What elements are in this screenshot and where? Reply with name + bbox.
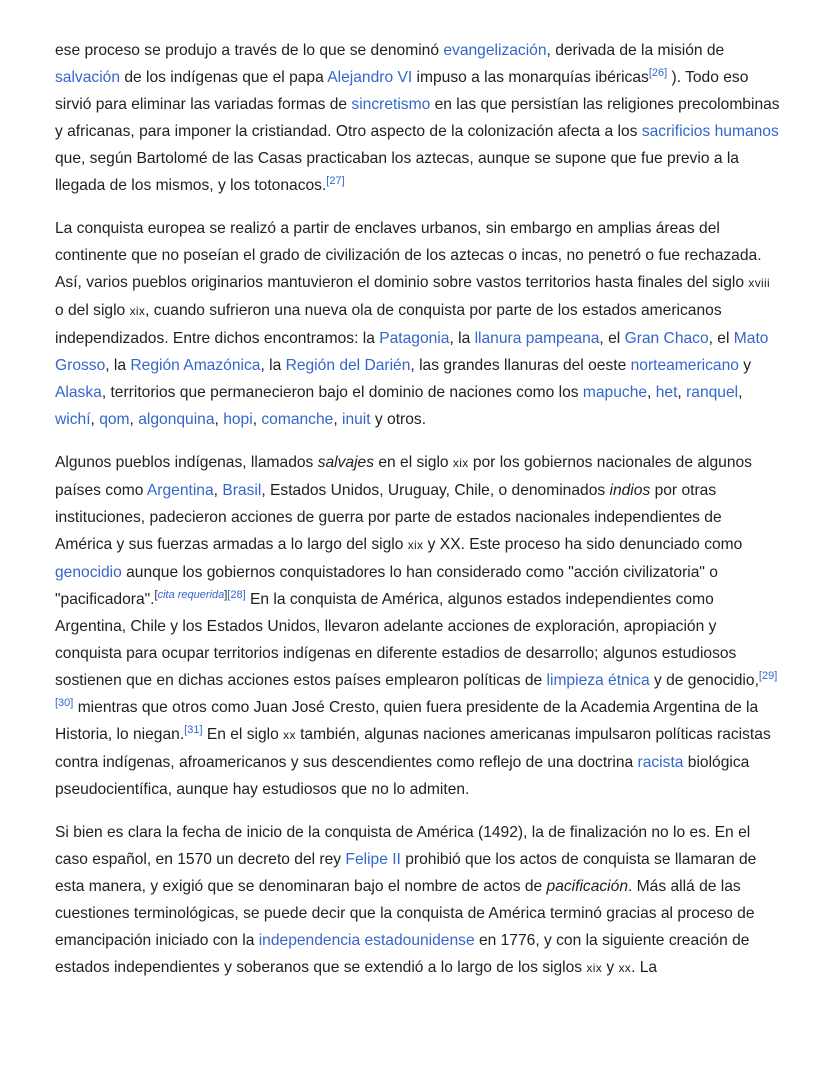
reference-30	[55, 697, 73, 709]
century-numeral: xx	[283, 728, 296, 742]
separator: ,	[129, 411, 139, 428]
century-numeral: xix	[586, 961, 602, 975]
citation-needed	[155, 589, 228, 601]
text: , Estados Unidos, Uruguay, Chile, o denominados	[261, 482, 610, 499]
text: ,	[213, 482, 223, 499]
reference-27	[326, 175, 344, 187]
text: biológica pseudocientífica, aunque hay estudiosos que no lo admiten.	[55, 754, 750, 798]
paragraph-evangelizacion	[55, 37, 780, 199]
text: en el siglo	[374, 454, 453, 471]
text: ese proceso se produjo a través de lo que se denominó	[55, 42, 444, 59]
reference-29	[759, 670, 777, 682]
reference-28	[227, 589, 245, 601]
reference-27-link[interactable]: [27]	[326, 174, 345, 187]
link-sacrificios-humanos[interactable]: sacrificios humanos	[641, 123, 779, 140]
article-body	[55, 37, 780, 998]
link-alaska[interactable]: Alaska	[55, 384, 102, 401]
text: En la conquista de América, algunos estados independientes como Argentina, Chile y los Estados Unidos, llevaron adelante acciones de exploración, apropiación y conquista para ocupar territorios indígenas en diferente estadios de desarrollo; algunos estudiosos sostienen que en dichas acciones estos países emplearon políticas de	[55, 591, 737, 689]
link-algonquina[interactable]: algonquina	[138, 411, 215, 428]
link-hopi[interactable]: hopi	[223, 411, 253, 428]
bracket: [	[154, 588, 158, 601]
link-brasil[interactable]: Brasil	[222, 482, 262, 499]
link-independencia-estadounidense[interactable]: independencia estadounidense	[258, 932, 475, 949]
link-genocidio[interactable]: genocidio	[55, 564, 122, 581]
text: . La	[631, 959, 658, 976]
link-inuit[interactable]: inuit	[341, 411, 371, 428]
italic-text: indios	[609, 482, 651, 499]
link-norteamericano[interactable]: norteamericano	[630, 357, 739, 374]
text: , el	[708, 330, 734, 347]
link-mapuche[interactable]: mapuche	[582, 384, 648, 401]
link-comanche[interactable]: comanche	[261, 411, 334, 428]
link-qom[interactable]: qom	[99, 411, 130, 428]
text: y	[738, 357, 752, 374]
italic-text: pacificación	[546, 878, 628, 895]
link-evangelizacion[interactable]: evangelización	[443, 42, 547, 59]
text: de los indígenas que el papa	[120, 69, 328, 86]
link-sincretismo[interactable]: sincretismo	[351, 96, 431, 113]
century-numeral: xviii	[748, 276, 770, 290]
reference-26-link[interactable]: [26]	[648, 66, 668, 79]
separator: ,	[677, 384, 687, 401]
text: Algunos pueblos indígenas, llamados	[55, 454, 318, 471]
citation-needed-link[interactable]: cita requerida	[157, 588, 225, 601]
separator: ,	[333, 411, 342, 428]
text: y	[602, 959, 619, 976]
italic-text: salvajes	[317, 454, 375, 471]
text: , el	[599, 330, 625, 347]
separator: ,	[738, 384, 743, 401]
text: , cuando sufrieron una nueva ola de conquista por parte de los estados americanos independizados. Entre dichos encontramos: la	[55, 302, 722, 347]
text: en 1776, y con la siguiente creación de estados independientes y soberanos que se extendió a lo largo de los siglos	[55, 932, 750, 976]
separator: ,	[647, 384, 656, 401]
reference-31-link[interactable]: [31]	[184, 723, 203, 736]
link-gran-chaco[interactable]: Gran Chaco	[624, 330, 709, 347]
link-salvacion[interactable]: salvación	[55, 69, 121, 86]
link-ranquel[interactable]: ranquel	[686, 384, 739, 401]
text: aunque los gobiernos conquistadores lo han considerado como "acción civilizatoria" o "pacificadora".	[55, 564, 718, 608]
text: La conquista europea se realizó a partir de enclaves urbanos, sin embargo en amplias áreas del continente que no poseían el grado de civilización de los aztecas o incas, no penetró o fue rechazada. Así, varios pueblos originarios mantuvieron el dominio sobre vastos territorios hasta finales del siglo	[55, 220, 762, 291]
link-alejandro-vi[interactable]: Alejandro VI	[327, 69, 413, 86]
link-felipe-ii[interactable]: Felipe II	[345, 851, 401, 868]
text: y XX. Este proceso ha sido denunciado como	[423, 536, 743, 553]
link-mato-grosso[interactable]: Mato Grosso	[55, 330, 769, 374]
separator: ,	[252, 411, 262, 428]
reference-31	[184, 724, 202, 736]
link-patagonia[interactable]: Patagonia	[379, 330, 450, 347]
text: impuso a las monarquías ibéricas	[412, 69, 649, 86]
text: , derivada de la misión de	[546, 42, 725, 59]
text: , las grandes llanuras del oeste	[410, 357, 631, 374]
text: Si bien es clara la fecha de inicio de la conquista de América (1492), la de finalización no lo es. En el caso español, en 1570 un decreto del rey	[55, 824, 751, 868]
text: o del siglo	[55, 302, 130, 319]
paragraph-pueblos-indigenas	[55, 449, 780, 803]
text: , la	[105, 357, 131, 374]
reference-29-link[interactable]: [29]	[758, 669, 778, 682]
reference-26	[649, 67, 667, 79]
text: prohibió que los actos de conquista se llamaran de esta manera, y exigió que se denominaran bajo el nombre de actos de	[55, 851, 757, 895]
text: también, algunas naciones americanas impulsaron políticas racistas contra indígenas, afroamericanos y sus descendientes como reflejo de una doctrina	[55, 726, 771, 771]
century-numeral: xix	[407, 538, 424, 552]
century-numeral: xix	[129, 304, 146, 318]
text: y de genocidio,	[649, 672, 759, 689]
text: . Más allá de las cuestiones terminológicas, se puede decir que la conquista de América terminó gracias al proceso de emancipación iniciado con la	[55, 878, 755, 949]
text: que, según Bartolomé de las Casas practicaban los aztecas, aunque se supone que fue previo a la llegada de los mismos, y los totonacos.	[55, 150, 739, 194]
text: , la	[260, 357, 286, 374]
text: , territorios que permanecieron bajo el dominio de naciones como los	[101, 384, 583, 401]
separator: ,	[90, 411, 100, 428]
link-llanura-pampeana[interactable]: llanura pampeana	[474, 330, 600, 347]
text: en las que persistían las religiones precolombinas y africanas, para imponer la cristiandad. Otro aspecto de la colonización afecta a los	[55, 96, 780, 140]
text: En el siglo	[202, 726, 284, 743]
link-region-amazonica[interactable]: Región Amazónica	[130, 357, 261, 374]
separator: ,	[214, 411, 224, 428]
link-wichi[interactable]: wichí	[55, 411, 91, 428]
text: ). Todo eso sirvió para eliminar las variadas formas de	[55, 69, 749, 113]
link-het[interactable]: het	[655, 384, 678, 401]
text: por otras instituciones, padecieron acciones de guerra por parte de estados nacionales independientes de América y sus fuerzas armadas a lo largo del siglo	[55, 482, 722, 553]
text: y otros.	[370, 411, 427, 428]
reference-28-link[interactable]: [28]	[227, 588, 246, 601]
bracket: ]	[224, 588, 228, 601]
reference-30-link[interactable]: [30]	[55, 696, 74, 709]
century-numeral: xix	[452, 456, 469, 470]
text: por los gobiernos nacionales de algunos países como	[55, 454, 752, 499]
century-numeral: xx	[618, 961, 632, 975]
link-limpieza-etnica[interactable]: limpieza étnica	[546, 672, 650, 689]
link-region-darien[interactable]: Región del Darién	[285, 357, 411, 374]
text: , la	[449, 330, 475, 347]
paragraph-conquista-europea	[55, 215, 780, 433]
link-argentina[interactable]: Argentina	[146, 482, 214, 499]
paragraph-fecha-conquista	[55, 819, 780, 982]
link-racista[interactable]: racista	[637, 754, 684, 771]
text: mientras que otros como Juan José Cresto, quien fuera presidente de la Academia Argentina de la Historia, lo niegan.	[55, 699, 759, 743]
